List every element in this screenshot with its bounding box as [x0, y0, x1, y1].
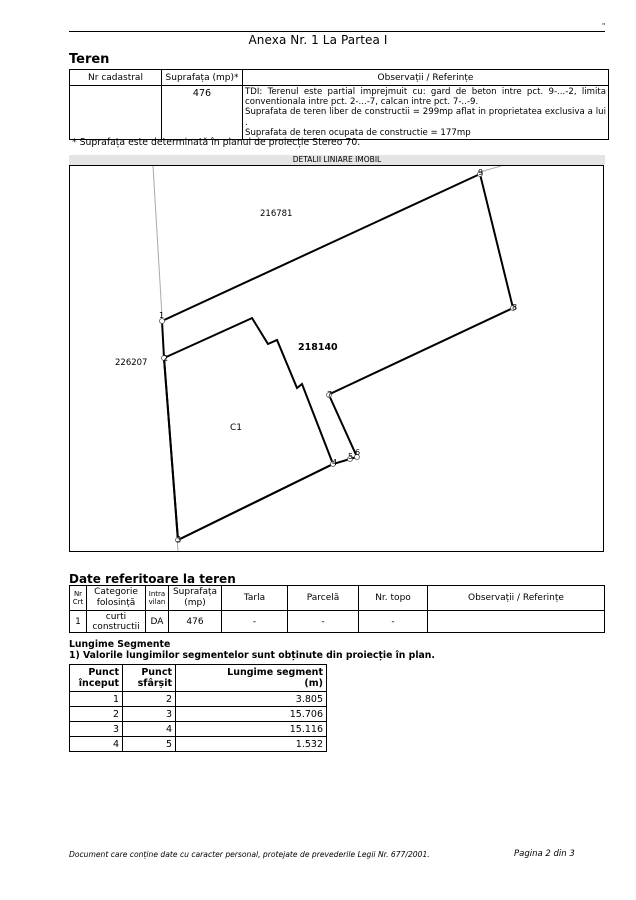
header-punct-inceput: Punct început	[70, 665, 123, 692]
cell-nr-crt: 1	[70, 611, 87, 633]
header-lungime-label: Lungime segment	[227, 667, 323, 678]
header-lungime-segment	[176, 665, 327, 692]
header-intravilan: Intra vilan	[146, 586, 169, 611]
segment-start: 3	[70, 722, 123, 737]
date-teren-table	[69, 585, 605, 633]
teren-section-title: Teren	[69, 52, 110, 67]
segment-length: 15.706	[176, 707, 327, 722]
point-label-3: 3	[176, 535, 182, 544]
footer-page-number: Pagina 2 din 3	[514, 849, 575, 859]
header-parcela: Parcelă	[288, 586, 359, 611]
header-categorie: Categorie folosință	[87, 586, 146, 611]
cell-parcela: -	[288, 611, 359, 633]
footer-privacy-note: Document care conține date cu caracter personal, protejate de prevederile Legii Nr. 677/2001.	[69, 850, 430, 859]
segment-length: 3.805	[176, 692, 327, 707]
detalii-bar: DETALII LINIARE IMOBIL	[69, 155, 605, 165]
header-lungime-unit: (m)	[304, 678, 323, 689]
table-row	[70, 707, 327, 722]
annex-title: Anexa Nr. 1 La Partea I	[248, 33, 388, 47]
obs-line-2: Suprafata de teren liber de constructii = 299mp aflat in proprietatea exclusiva a lui .	[245, 107, 606, 128]
parcel-label-216781: 216781	[260, 209, 293, 219]
date-teren-title: Date referitoare la teren	[69, 572, 236, 586]
segment-end: 2	[123, 692, 176, 707]
header-obs-referinte: Observații / Referințe	[428, 586, 605, 611]
table-row	[70, 692, 327, 707]
plot-map-svg	[70, 166, 603, 551]
cell-suprafata: 476	[162, 86, 243, 140]
table-row	[70, 737, 327, 752]
point-label-2: 2	[163, 354, 169, 363]
point-label-4: 4	[332, 458, 338, 467]
cell-suprafata-mp: 476	[169, 611, 222, 633]
point-label-9: 9	[478, 168, 484, 177]
neighbour-boundary-ne	[480, 166, 501, 172]
point-label-1: 1	[159, 311, 165, 320]
parcel-label-226207: 226207	[115, 358, 148, 368]
cell-obs-referinte	[428, 611, 605, 633]
header-suprafata: Suprafața (mp)*	[162, 70, 243, 86]
header-tarla: Tarla	[222, 586, 288, 611]
lungime-title: Lungime Segmente	[69, 639, 171, 650]
parcel-label-218140: 218140	[298, 342, 338, 353]
point-label-8: 8	[512, 303, 518, 312]
teren-table	[69, 69, 609, 140]
segment-start: 1	[70, 692, 123, 707]
cell-tarla: -	[222, 611, 288, 633]
header-suprafata-mp: Suprafața (mp)	[169, 586, 222, 611]
point-label-7: 7	[327, 390, 333, 399]
lungime-subtitle: 1) Valorile lungimilor segmentelor sunt obținute din proiecție în plan.	[69, 650, 435, 661]
neighbour-boundary-north	[153, 166, 162, 316]
building-label-c1: C1	[230, 423, 243, 433]
header-observatii: Observații / Referințe	[243, 70, 609, 86]
cell-categorie: curti constructii	[87, 611, 146, 633]
segment-end: 4	[123, 722, 176, 737]
corner-mark: "	[602, 22, 606, 30]
point-label-5: 5	[348, 452, 354, 461]
segment-start: 4	[70, 737, 123, 752]
cell-intravilan: DA	[146, 611, 169, 633]
cell-observatii	[243, 86, 609, 140]
header-nr-cadastral: Nr cadastral	[70, 70, 162, 86]
segments-table	[69, 664, 327, 752]
plot-map	[69, 165, 604, 552]
header-rule	[69, 31, 605, 32]
table-row	[70, 722, 327, 737]
parcel-outline	[162, 174, 513, 540]
cell-nr-topo: -	[359, 611, 428, 633]
segment-start: 2	[70, 707, 123, 722]
segment-end: 3	[123, 707, 176, 722]
segment-end: 5	[123, 737, 176, 752]
header-nr-crt: Nr Crt	[70, 586, 87, 611]
segment-length: 1.532	[176, 737, 327, 752]
lungime-segmente-section	[69, 639, 435, 661]
header-punct-sfarsit: Punct sfârșit	[123, 665, 176, 692]
segment-length: 15.116	[176, 722, 327, 737]
obs-line-3: Suprafata de teren ocupata de constructie = 177mp	[245, 127, 471, 138]
point-label-6: 6	[355, 448, 361, 457]
header-nr-topo: Nr. topo	[359, 586, 428, 611]
obs-line-1: TDI: Terenul este partial imprejmuit cu: gard de beton intre pct. 9-...-2, limita conventionala intre pct. 2-...-7, calcan intre pct. 7-..-9.	[245, 87, 606, 108]
surface-note: * Suprafața este determinată în planul de proiecție Stereo 70.	[72, 137, 361, 148]
cell-nr-cadastral	[70, 86, 162, 140]
vertex-markers	[160, 172, 516, 543]
